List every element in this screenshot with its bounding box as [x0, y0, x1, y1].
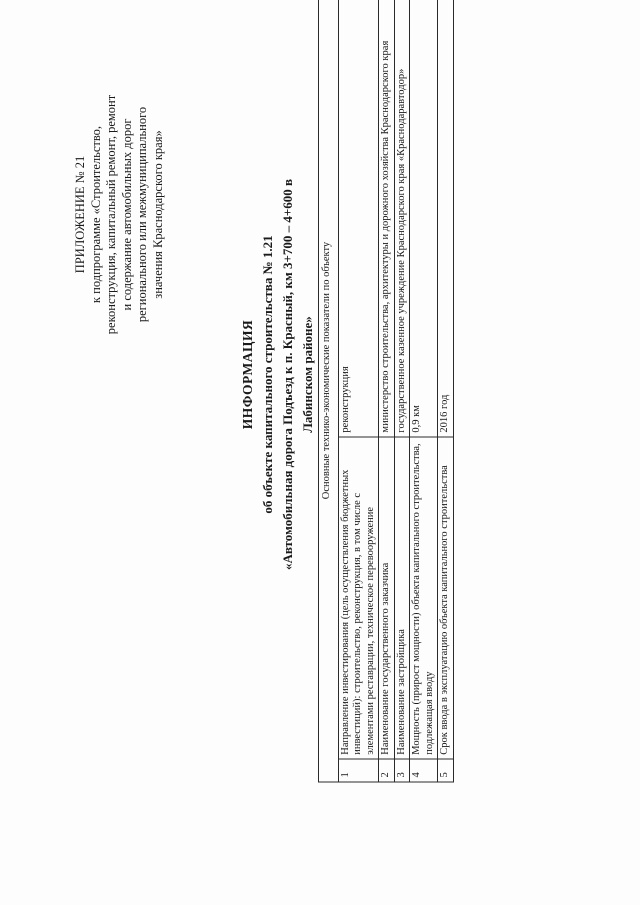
document-subtitle: об объекте капитального строительства № 1.21 [260, 235, 275, 514]
table-caption-row [319, 0, 339, 782]
row-number: 5 [438, 759, 454, 782]
row-value: 2016 год [438, 0, 454, 437]
row-value: реконструкция [338, 0, 379, 437]
appendix-line: реконструкция, капитальный ремонт, ремонт [104, 94, 118, 335]
row-value: государственное казенное учреждение Краснодарского края «Краснодаравтодор» [394, 0, 410, 437]
document-title: ИНФОРМАЦИЯ [240, 319, 255, 430]
row-number: 2 [379, 759, 395, 782]
appendix-line: регионального или межмуниципального [135, 106, 149, 323]
row-number: 4 [410, 759, 438, 782]
row-value: 0,9 км [410, 0, 438, 437]
object-name: «Автомобильная дорога Подъезд к п. Красный, км 3+700 – 4+600 в Лабинском районе» [280, 178, 315, 571]
row-label: Мощность (прирост мощности) объекта капитального строительства, подлежащая вводу [410, 437, 438, 759]
appendix-note [73, 65, 166, 365]
row-value: министерство строительства, архитектуры и дорожного хозяйства Краснодарского края [379, 0, 395, 437]
row-label: Срок ввода в эксплуатацию объекта капитального строительства [438, 437, 454, 759]
row-label: Наименование застройщика [394, 437, 410, 759]
table-row [438, 0, 454, 782]
table-row [394, 0, 410, 782]
row-number: 3 [394, 759, 410, 782]
table-row [338, 0, 379, 782]
table-caption: Основные технико-экономические показатели по объекту [319, 0, 339, 782]
appendix-line: к подпрограмме «Строительство, [88, 125, 103, 304]
table-row [410, 0, 438, 782]
row-number: 1 [338, 759, 379, 782]
appendix-line: ПРИЛОЖЕНИЕ № 21 [73, 155, 87, 274]
table-row [379, 0, 395, 782]
document-title-block [238, 145, 318, 605]
appendix-line: значения Краснодарского края» [150, 130, 165, 299]
row-label: Направление инвестирования (цель осуществления бюджетных инвестиций): строительство, реконструкция, в том числе с элементами реставрации, техническое перевооружение [338, 437, 379, 759]
indicators-table [318, 0, 454, 783]
appendix-line: и содержание автомобильных дорог [119, 118, 134, 311]
row-label: Наименование государственного заказчика [379, 437, 395, 759]
